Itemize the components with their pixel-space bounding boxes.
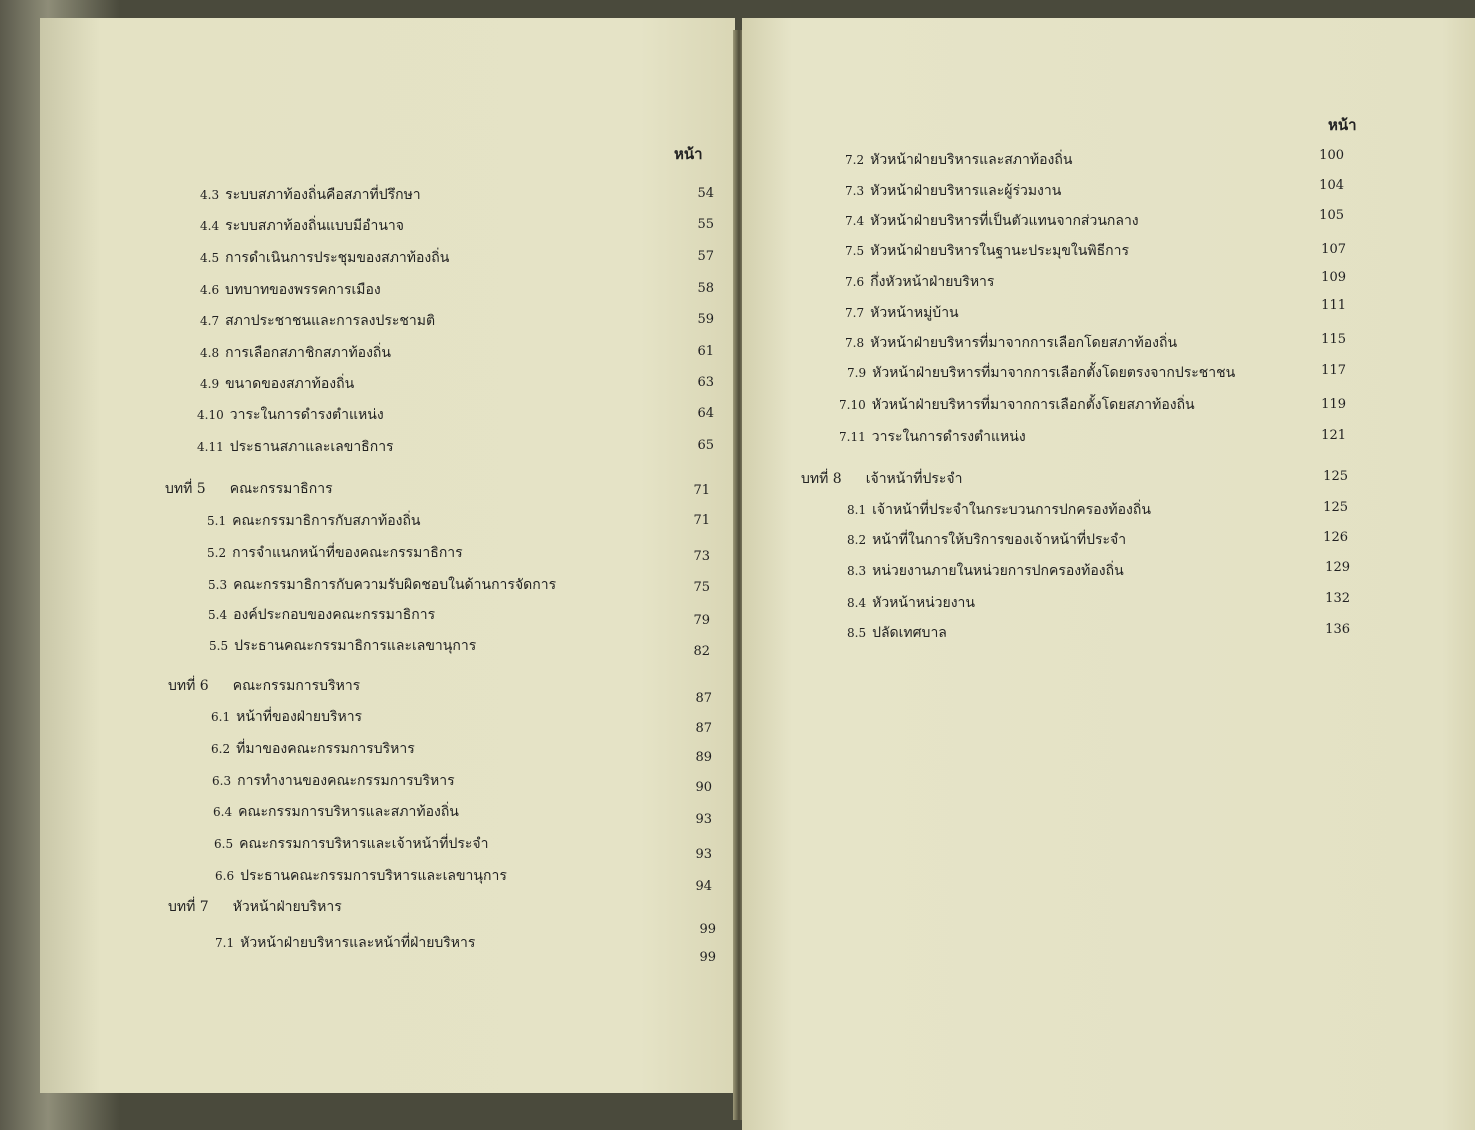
- toc-entry-number: บทที่ 5: [165, 481, 206, 497]
- toc-entry: [197, 436, 394, 458]
- toc-page-number: 104: [1319, 178, 1344, 193]
- toc-page-number: 90: [695, 780, 712, 795]
- toc-page-number: 119: [1321, 397, 1346, 412]
- toc-entry: [847, 362, 1235, 384]
- toc-entry: [839, 426, 1026, 448]
- toc-entry-title: เจ้าหน้าที่ประจำ: [865, 471, 963, 487]
- toc-chapter: [168, 675, 360, 697]
- toc-entry-number: บทที่ 6: [168, 678, 209, 694]
- toc-entry: [847, 499, 1151, 521]
- toc-entry: [200, 342, 391, 364]
- toc-page-number: 117: [1321, 363, 1346, 378]
- toc-entry: [200, 184, 421, 206]
- toc-entry: [847, 529, 1126, 551]
- toc-entry-number: 7.4: [845, 214, 865, 228]
- toc-page-number: 115: [1321, 332, 1346, 347]
- toc-entry-title: คณะกรรมการบริหาร: [232, 678, 361, 694]
- toc-entry: [207, 510, 421, 532]
- toc-entry: [200, 247, 449, 269]
- toc-entry-number: 4.7: [200, 314, 220, 328]
- toc-page-number: 58: [697, 281, 714, 296]
- toc-entry-title: วาระในการดำรงตำแหน่ง: [871, 429, 1026, 445]
- toc-entry-title: หัวหน้าหน่วยงาน: [872, 595, 975, 611]
- toc-page-number: 129: [1325, 560, 1350, 575]
- toc-page-number: 111: [1321, 298, 1346, 313]
- toc-chapter: [168, 896, 342, 918]
- toc-chapter: [165, 478, 333, 500]
- toc-page-number: 63: [697, 375, 714, 390]
- toc-entry: [211, 706, 362, 728]
- toc-entry-title: เจ้าหน้าที่ประจำในกระบวนการปกครองท้องถิ่น: [872, 502, 1151, 518]
- toc-entry: [839, 394, 1195, 416]
- toc-page-number: 61: [697, 344, 714, 359]
- toc-entry: [211, 738, 415, 760]
- toc-page-number: 121: [1321, 428, 1346, 443]
- toc-entry-title: ระบบสภาท้องถิ่นแบบมีอำนาจ: [225, 218, 404, 234]
- toc-page-number: 75: [693, 580, 710, 595]
- toc-entry-title: การดำเนินการประชุมของสภาท้องถิ่น: [225, 250, 450, 266]
- toc-entry-number: 6.3: [212, 774, 232, 788]
- toc-page-number: 55: [697, 217, 714, 232]
- toc-entry: [847, 622, 947, 644]
- right-page: [742, 18, 1475, 1130]
- toc-entry-number: 7.3: [845, 184, 865, 198]
- toc-entry-number: 4.10: [197, 408, 224, 422]
- toc-page-number: 87: [695, 691, 712, 706]
- toc-entry: [845, 332, 1177, 354]
- toc-entry: [845, 302, 959, 324]
- toc-entry-title: การเลือกสภาชิกสภาท้องถิ่น: [225, 345, 391, 361]
- toc-entry-title: หัวหน้าฝ่ายบริหารที่เป็นตัวแทนจากส่วนกลาง: [870, 213, 1139, 229]
- toc-entry-number: 5.4: [208, 608, 228, 622]
- toc-entry-number: 6.4: [213, 805, 233, 819]
- toc-entry-title: ที่มาของคณะกรรมการบริหาร: [236, 741, 415, 757]
- toc-entry-number: 4.11: [197, 440, 224, 454]
- toc-page-number: 71: [693, 513, 710, 528]
- toc-entry-title: หัวหน้าฝ่ายบริหารในฐานะประมุขในพิธีการ: [870, 243, 1129, 259]
- toc-entry: [215, 932, 475, 954]
- toc-entry-number: 8.1: [847, 503, 867, 517]
- toc-page-number: 73: [693, 549, 710, 564]
- toc-entry-title: ประธานสภาและเลขาธิการ: [229, 439, 394, 455]
- toc-page-number: 93: [695, 812, 712, 827]
- toc-entry: [208, 574, 556, 596]
- toc-entry-title: คณะกรรมาธิการ: [229, 481, 333, 497]
- toc-entry: [214, 833, 488, 855]
- toc-entry-number: 5.2: [207, 546, 227, 560]
- toc-page-number: 136: [1325, 622, 1350, 637]
- toc-entry-number: 6.6: [215, 869, 235, 883]
- toc-page-number: 89: [695, 750, 712, 765]
- toc-page-number: 64: [697, 406, 714, 421]
- toc-entry-number: 8.3: [847, 564, 867, 578]
- toc-chapter: [801, 468, 962, 490]
- toc-page-number: 79: [693, 613, 710, 628]
- toc-entry: [845, 180, 1061, 202]
- toc-entry: [213, 801, 459, 823]
- toc-page-number: 100: [1319, 148, 1344, 163]
- toc-entry-title: หัวหน้าฝ่ายบริหาร: [232, 899, 342, 915]
- toc-entry: [200, 373, 354, 395]
- toc-entry-number: 4.6: [200, 283, 220, 297]
- toc-page-number: 105: [1319, 208, 1344, 223]
- toc-entry-number: บทที่ 7: [168, 899, 209, 915]
- toc-entry: [197, 404, 384, 426]
- toc-entry-title: ปลัดเทศบาล: [872, 625, 947, 641]
- toc-entry: [845, 240, 1129, 262]
- toc-page-number: 71: [693, 483, 710, 498]
- toc-entry-title: ระบบสภาท้องถิ่นคือสภาที่ปรึกษา: [225, 187, 421, 203]
- toc-entry-title: หัวหน้าฝ่ายบริหารที่มาจากการเลือกตั้งโดยสภาท้องถิ่น: [871, 397, 1195, 413]
- toc-entry-title: คณะกรรมาธิการกับสภาท้องถิ่น: [232, 513, 421, 529]
- toc-entry-title: บทบาทของพรรคการเมือง: [225, 282, 381, 298]
- toc-entry-title: วาระในการดำรงตำแหน่ง: [229, 407, 384, 423]
- toc-entry-title: หน้าที่ในการให้บริการของเจ้าหน้าที่ประจำ: [872, 532, 1127, 548]
- toc-entry-title: หัวหน้าหมู่บ้าน: [870, 305, 959, 321]
- toc-entry-number: 7.1: [215, 936, 235, 950]
- toc-entry-number: 6.5: [214, 837, 234, 851]
- toc-entry-number: 6.1: [211, 710, 231, 724]
- toc-entry-number: 5.5: [209, 639, 229, 653]
- toc-entry-number: 4.5: [200, 251, 220, 265]
- toc-entry: [209, 635, 476, 657]
- toc-entry-title: สภาประชาชนและการลงประชามติ: [225, 313, 436, 329]
- toc-page-number: 99: [699, 922, 716, 937]
- toc-page-number: 99: [699, 950, 716, 965]
- left-page: [40, 18, 735, 1093]
- toc-entry-number: 5.3: [208, 578, 228, 592]
- toc-entry-number: 7.8: [845, 336, 865, 350]
- toc-entry-title: หัวหน้าฝ่ายบริหารและหน้าที่ฝ่ายบริหาร: [240, 935, 476, 951]
- toc-entry-number: 4.3: [200, 188, 220, 202]
- toc-page-number: 109: [1321, 270, 1346, 285]
- toc-entry-title: องค์ประกอบของคณะกรรมาธิการ: [233, 607, 436, 623]
- toc-page-number: 125: [1323, 469, 1348, 484]
- toc-page-number: 93: [695, 847, 712, 862]
- toc-entry: [200, 310, 435, 332]
- toc-entry-title: หน้าที่ของฝ่ายบริหาร: [236, 709, 363, 725]
- toc-entry: [200, 215, 404, 237]
- toc-entry: [207, 542, 463, 564]
- toc-entry: [845, 149, 1072, 171]
- toc-entry: [847, 560, 1124, 582]
- toc-entry: [212, 770, 455, 792]
- toc-entry: [215, 865, 507, 887]
- toc-entry-number: 7.7: [845, 306, 865, 320]
- toc-entry-number: 7.9: [847, 366, 867, 380]
- toc-page-number: 54: [697, 186, 714, 201]
- toc-entry-number: บทที่ 8: [801, 471, 842, 487]
- toc-page-number: 87: [695, 721, 712, 736]
- toc-entry-title: หัวหน้าฝ่ายบริหารที่มาจากการเลือกโดยสภาท้องถิ่น: [870, 335, 1178, 351]
- toc-page-number: 65: [697, 438, 714, 453]
- toc-entry-title: ประธานคณะกรรมาธิการและเลขานุการ: [234, 638, 477, 654]
- toc-entry: [845, 210, 1139, 232]
- toc-entry-number: 8.2: [847, 533, 867, 547]
- toc-entry-number: 7.5: [845, 244, 865, 258]
- toc-entry-number: 4.9: [200, 377, 220, 391]
- toc-page-number: 107: [1321, 242, 1346, 257]
- toc-entry-number: 7.2: [845, 153, 865, 167]
- toc-page-number: 125: [1323, 500, 1348, 515]
- toc-entry-title: กึ่งหัวหน้าฝ่ายบริหาร: [870, 274, 995, 290]
- toc-entry-number: 8.4: [847, 596, 867, 610]
- toc-page-number: 132: [1325, 591, 1350, 606]
- toc-entry-title: ประธานคณะกรรมการบริหารและเลขานุการ: [240, 868, 507, 884]
- toc-entry-number: 4.4: [200, 219, 220, 233]
- toc-page-number: 59: [697, 312, 714, 327]
- page-column-header: หน้า: [674, 145, 703, 163]
- toc-entry-number: 4.8: [200, 346, 220, 360]
- toc-entry-title: คณะกรรมการบริหารและสภาท้องถิ่น: [238, 804, 459, 820]
- toc-entry-title: หัวหน้าฝ่ายบริหารที่มาจากการเลือกตั้งโดยตรงจากประชาชน: [872, 365, 1236, 381]
- toc-entry: [845, 271, 994, 293]
- toc-entry-title: การจำแนกหน้าที่ของคณะกรรมาธิการ: [232, 545, 463, 561]
- toc-entry-title: การทำงานของคณะกรรมการบริหาร: [237, 773, 455, 789]
- toc-entry-title: ขนาดของสภาท้องถิ่น: [225, 376, 355, 392]
- toc-page-number: 82: [693, 644, 710, 659]
- toc-entry-number: 7.11: [839, 430, 866, 444]
- toc-entry: [847, 592, 975, 614]
- toc-entry-title: หัวหน้าฝ่ายบริหารและผู้ร่วมงาน: [870, 183, 1062, 199]
- toc-page-number: 57: [697, 249, 714, 264]
- toc-entry-number: 5.1: [207, 514, 227, 528]
- toc-entry-title: หัวหน้าฝ่ายบริหารและสภาท้องถิ่น: [870, 152, 1073, 168]
- toc-entry-title: คณะกรรมการบริหารและเจ้าหน้าที่ประจำ: [239, 836, 489, 852]
- toc-page-number: 94: [695, 879, 712, 894]
- toc-entry-number: 8.5: [847, 626, 867, 640]
- toc-page-number: 126: [1323, 530, 1348, 545]
- toc-entry-title: หน่วยงานภายในหน่วยการปกครองท้องถิ่น: [872, 563, 1124, 579]
- toc-entry-number: 6.2: [211, 742, 231, 756]
- toc-entry-title: คณะกรรมาธิการกับความรับผิดชอบในด้านการจัดการ: [233, 577, 557, 593]
- toc-entry: [200, 279, 381, 301]
- toc-entry: [208, 604, 435, 626]
- toc-entry-number: 7.6: [845, 275, 865, 289]
- page-column-header: หน้า: [1328, 116, 1357, 134]
- toc-entry-number: 7.10: [839, 398, 866, 412]
